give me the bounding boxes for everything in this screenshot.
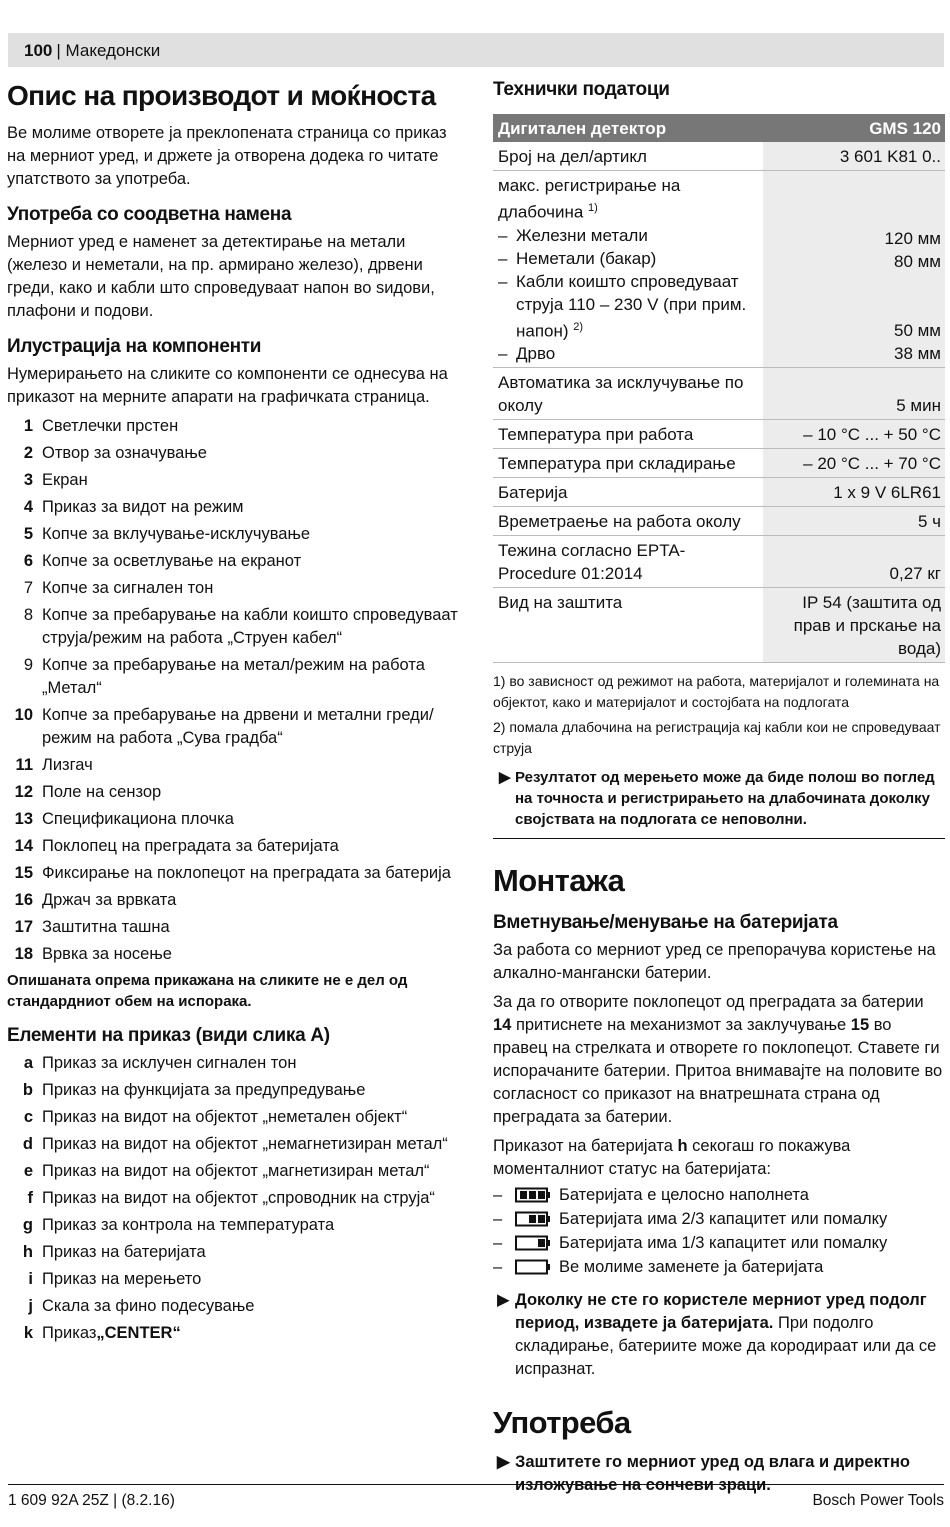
item-text: Копче за сигнален тон [42, 579, 214, 597]
item-number: 13 [14, 810, 33, 828]
battery-level-text: Батеријата има 1/3 капацитет или помалку [559, 1233, 888, 1252]
footnote-1: 1) во зависност од режимот на работа, материјалот и големината на објектот, како и материјалот и состојбата на подлогата [493, 673, 940, 711]
list-item [7, 1295, 465, 1318]
triangle-bullet-icon: ▶ [499, 769, 511, 787]
components-text: Нумерирањето на сликите со компоненти се однесува на приказот на мерните апарати на графичката страница. [7, 365, 448, 406]
battery-icon [515, 1235, 551, 1251]
item-number: e [23, 1162, 33, 1180]
item-number: i [28, 1270, 33, 1288]
table-row [493, 142, 945, 171]
wood-value: 38 мм [893, 344, 941, 364]
cable-label: Кабли коишто спроведуваат струја 110 – 230 V (при прим. напон) [516, 271, 747, 341]
warning-text: Резултатот од мерењето може да биде полош во поглед на точноста и регистрирањето на длабочината доколку својствата на подлогата се неповолни. [515, 769, 935, 829]
item-text: Заштитна ташна [42, 918, 170, 936]
item-text: Екран [42, 471, 88, 489]
item-text: Отвор за означување [42, 444, 207, 462]
item-number: k [23, 1324, 33, 1342]
technical-data-table [493, 114, 945, 663]
battery-text-2: За да го отворите поклопецот од преградата за батерии 14 притиснете на механизмот за заклучување 15 во правец на стрелката и отворете го поклопецот. Ставете ги испорачаните батерии. Притоа внимавајте на половите во согласност со приказот на внатрешната страна од преградата за батерии. [493, 993, 943, 1127]
right-column [493, 80, 945, 1497]
list-item [7, 862, 465, 885]
item-text: Приказ за контрола на температурата [42, 1216, 335, 1234]
row-value [763, 171, 945, 368]
warning-bullet [493, 767, 945, 830]
table-row [493, 420, 945, 449]
triangle-bullet-icon: ▶ [497, 1453, 510, 1472]
table-row [493, 368, 945, 420]
dash: – [493, 1257, 503, 1276]
list-item [7, 654, 465, 700]
item-text: Спецификациона плочка [42, 810, 234, 828]
intended-use-text: Мерниот уред е наменет за детектирање на метали (железо и неметали, на пр. армирано железо), дрвени греди, како и кабли што спроведуваат напон во ѕидови, плафони и подови. [7, 233, 435, 320]
list-item [7, 704, 465, 750]
item-number: j [28, 1297, 33, 1315]
table-row [493, 171, 945, 368]
battery-level-text: Батеријата е целосно наполнета [559, 1185, 809, 1204]
item-number: 16 [14, 891, 33, 909]
item-number: 4 [23, 498, 33, 516]
item-number: 8 [23, 606, 33, 624]
divider [493, 838, 945, 839]
heading-intended-use: Употреба со соодветна намена [7, 204, 292, 225]
intro-text: Ве молиме отворете ја преклопената страница со приказ на мерниот уред, и држете ја отворена додека го читате упатството за употреба. [7, 124, 447, 188]
battery-icon [515, 1211, 551, 1227]
row-label: Тежина согласно EPTA-Procedure 01:2014 [493, 536, 763, 588]
table-row [493, 536, 945, 588]
row-value: IP 54 (заштита од прав и прскање на вода) [763, 588, 945, 663]
left-column [7, 80, 465, 1349]
dash: – [498, 271, 508, 291]
list-item [7, 550, 465, 573]
heading-battery: Вметнување/менување на батеријата [493, 912, 838, 934]
dash: – [493, 1185, 503, 1204]
item-text: Приказ за видот на режим [42, 498, 244, 516]
item-number: 17 [14, 918, 33, 936]
page-footer [8, 1484, 944, 1512]
item-text: Приказ на функцијата за предупредување [42, 1081, 366, 1099]
item-number: 12 [14, 783, 33, 801]
list-item [7, 604, 465, 650]
item-text: Светлечки прстен [42, 417, 179, 435]
nonferrous-label: Неметали (бакар) [516, 248, 657, 268]
battery-level-item [493, 1255, 945, 1279]
item-text: Скала за фино подесување [42, 1297, 255, 1315]
storage-bullet [493, 1289, 945, 1381]
item-number: 11 [15, 756, 33, 774]
list-item [7, 496, 465, 519]
item-text: Приказ [42, 1324, 97, 1342]
display-elements-list [7, 1052, 465, 1345]
item-number: 2 [23, 444, 33, 462]
footer-brand: Bosch Power Tools [812, 1492, 944, 1509]
nonferrous-value: 80 мм [893, 252, 941, 272]
list-item [7, 1214, 465, 1237]
list-item [7, 943, 465, 966]
operation-warning-text: Заштитете го мерниот уред од влага и директно изложување на сончеви зраци. [515, 1453, 910, 1495]
depth-label: макс. регистрирање на длабочина [498, 176, 681, 222]
battery-icon [515, 1259, 551, 1275]
item-text: Држач за врвката [42, 891, 177, 909]
page-number: 100 [24, 40, 53, 60]
section-title-description: Опис на производот и моќноста [7, 80, 436, 111]
row-value: 5 мин [763, 368, 945, 420]
battery-level-item [493, 1183, 945, 1207]
row-label: Температура при складирање [493, 449, 763, 478]
section-title-assembly: Монтажа [493, 863, 625, 899]
row-value: 3 601 K81 0.. [763, 142, 945, 171]
item-text: Копче за пребарување на метал/режим на работа „Метал“ [42, 656, 425, 697]
item-number: d [22, 1135, 33, 1153]
item-text: Приказ на видот на објектот „магнетизиран метал“ [42, 1162, 430, 1180]
list-item [7, 1106, 465, 1129]
item-number: g [22, 1216, 33, 1234]
heading-components: Илустрација на компоненти [7, 336, 262, 357]
item-number: h [22, 1243, 33, 1261]
ferrous-label: Железни метали [516, 225, 648, 245]
item-number: c [23, 1108, 33, 1126]
dash: – [498, 225, 508, 245]
item-text: Врвка за носење [42, 945, 172, 963]
list-item [7, 442, 465, 465]
item-text: Приказ на видот на објектот „спроводник на струја“ [42, 1189, 435, 1207]
row-label: Автоматика за исклучување по околу [493, 368, 763, 420]
table-header-model: GMS 120 [763, 114, 945, 142]
item-text: Копче за осветлување на екранот [42, 552, 302, 570]
wood-label: Дрво [516, 344, 556, 364]
row-label [493, 171, 763, 368]
row-value: 5 ч [763, 507, 945, 536]
item-number: 3 [23, 471, 33, 489]
item-text: Приказ на видот на објектот „неметален објект“ [42, 1108, 408, 1126]
item-number: b [22, 1081, 33, 1099]
row-label: Батерија [493, 478, 763, 507]
item-text: Копче за пребарување на кабли коишто спроведуваат струја/режим на работа „Струен кабел“ [42, 606, 458, 647]
center-label: „CENTER“ [96, 1324, 181, 1342]
row-label: Времетраење на работа околу [493, 507, 763, 536]
list-item [7, 1160, 465, 1183]
header-language: Македонски [65, 40, 161, 60]
row-label: Температура при работа [493, 420, 763, 449]
dash: – [493, 1209, 503, 1228]
table-row [493, 449, 945, 478]
table-row [493, 588, 945, 663]
footnote-ref: 2) [573, 320, 584, 333]
list-item [7, 1241, 465, 1264]
item-text: Лизгач [42, 756, 93, 774]
table-row [493, 478, 945, 507]
item-number: 1 [23, 417, 33, 435]
row-value: 1 x 9 V 6LR61 [763, 478, 945, 507]
item-number: 18 [14, 945, 33, 963]
item-text: Копче за пребарување на дрвени и метални греди/ режим на работа „Сува градба“ [42, 706, 434, 747]
battery-level-text: Батеријата има 2/3 капацитет или помалку [559, 1209, 888, 1228]
battery-text-3: Приказот на батеријата h секогаш го покажува моменталниот статус на батеријата: [493, 1137, 851, 1179]
cable-value: 50 мм [893, 321, 941, 341]
battery-icon [515, 1187, 551, 1203]
page-header [8, 33, 944, 67]
battery-levels-list [493, 1183, 945, 1279]
battery-level-item [493, 1231, 945, 1255]
list-item [7, 523, 465, 546]
item-number: 14 [14, 837, 33, 855]
table-header-label: Дигитален детектор [493, 114, 763, 142]
battery-text-1: За работа со мерниот уред се препорачува користење на алкално-мангански батерии. [493, 941, 936, 983]
list-item [7, 808, 465, 831]
list-item [7, 1268, 465, 1291]
item-text: Копче за вклучување-исклучување [42, 525, 311, 543]
components-note: Опишаната опрема прикажана на сликите не е дел од стандардниот обем на испорака. [7, 972, 408, 1010]
footnote-ref: 1) [588, 202, 598, 214]
item-number: 6 [23, 552, 33, 570]
item-text: Поклопец на преградата за батеријата [42, 837, 339, 855]
row-value: 0,27 кг [763, 536, 945, 588]
dash: – [498, 248, 508, 268]
dash: – [498, 344, 508, 364]
list-item [7, 469, 465, 492]
list-item [7, 577, 465, 600]
ferrous-value: 120 мм [884, 229, 941, 249]
item-number: a [23, 1054, 33, 1072]
row-value: – 20 °C ... + 70 °C [763, 449, 945, 478]
list-item [7, 916, 465, 939]
list-item [7, 1187, 465, 1210]
item-text: Приказ за исклучен сигнален тон [42, 1054, 297, 1072]
header-separator: | [56, 40, 66, 60]
heading-display-elements: Елементи на приказ (види слика A) [7, 1025, 330, 1046]
dash: – [493, 1233, 503, 1252]
battery-level-item [493, 1207, 945, 1231]
heading-technical-data: Технички податоци [493, 79, 670, 100]
footnote-2: 2) помала длабочина на регистрација кај кабли кои не спроведуваат струја [493, 719, 941, 757]
components-list [7, 415, 465, 966]
item-text: Фиксирање на поклопецот на преградата за батерија [42, 864, 451, 882]
list-item [7, 781, 465, 804]
item-text: Приказ на мерењето [42, 1270, 202, 1288]
table-header-row [493, 114, 945, 142]
list-item [7, 1052, 465, 1075]
item-text: Поле на сензор [42, 783, 162, 801]
list-item [7, 835, 465, 858]
item-number: 5 [23, 525, 33, 543]
footer-doc-number: 1 609 92A 25Z | (8.2.16) [8, 1492, 175, 1509]
row-label: Вид на заштита [493, 588, 763, 663]
row-label: Број на дел/артикл [493, 142, 763, 171]
list-item [7, 1079, 465, 1102]
section-title-operation: Употреба [493, 1405, 631, 1441]
item-number: f [27, 1189, 33, 1207]
item-text: Приказ на видот на објектот „немагнетизиран метал“ [42, 1135, 448, 1153]
list-item [7, 415, 465, 438]
triangle-bullet-icon: ▶ [497, 1291, 510, 1310]
item-number: 15 [14, 864, 33, 882]
item-text: Приказ на батеријата [42, 1243, 206, 1261]
list-item [7, 754, 465, 777]
item-number: 10 [14, 706, 33, 724]
battery-level-text: Ве молиме заменете ја батеријата [559, 1257, 824, 1276]
list-item [7, 1322, 465, 1345]
storage-text: Доколку не сте го користеле мерниот уред подолг период, извадете ја батеријата. При подолго складирање, батериите може да кородираат или да се испразнат. [515, 1291, 937, 1379]
table-row [493, 507, 945, 536]
item-number: 7 [23, 579, 33, 597]
list-item [7, 889, 465, 912]
list-item [7, 1133, 465, 1156]
row-value: – 10 °C ... + 50 °C [763, 420, 945, 449]
item-number: 9 [23, 656, 33, 674]
